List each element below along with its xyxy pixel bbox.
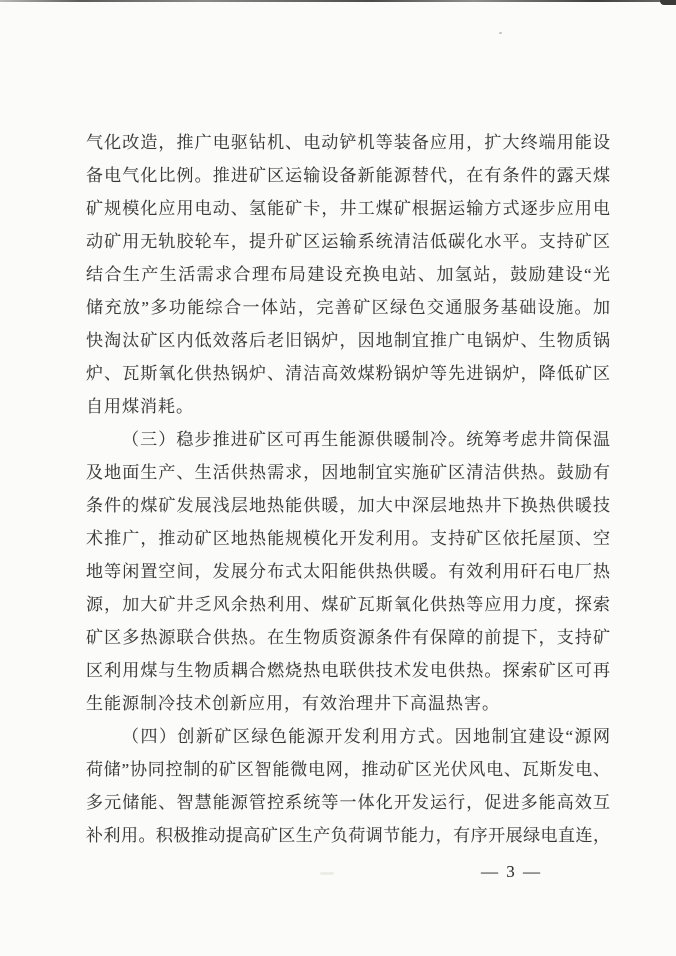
scan-edge-artifact [0, 0, 676, 2]
scan-corner-artifact [660, 0, 676, 5]
page-number: — 3 — [481, 862, 542, 881]
text-line: 生能源制冷技术创新应用，有效治理井下高温热害。 [86, 694, 500, 713]
text-line: 条件的煤矿发展浅层地热能供暖，加大中深层地热井下换热供暖技 [86, 496, 610, 515]
text-line: 矿规模化应用电动、氢能矿卡，井工煤矿根据运输方式逐步应用电 [86, 199, 610, 218]
text-line: 区利用煤与生物质耦合燃烧热电联供技术发电供热。探索矿区可再 [86, 661, 610, 680]
text-line: 炉、瓦斯氧化供热锅炉、清洁高效煤粉锅炉等先进锅炉，降低矿区 [86, 364, 610, 383]
text-line: 备电气化比例。推进矿区运输设备新能源替代，在有条件的露天煤 [86, 166, 610, 185]
text-line: 多元储能、智慧能源管控系统等一体化开发运行，促进多能高效互 [86, 793, 610, 812]
text-line: （四）创新矿区绿色能源开发利用方式。因地制宜建设“源网 [122, 727, 610, 746]
text-line: 源，加大矿井乏风余热利用、煤矿瓦斯氧化供热等应用力度，探索 [86, 595, 610, 614]
document-body-text [86, 126, 610, 852]
text-line: 动矿用无轨胶轮车，提升矿区运输系统清洁低碳化水平。支持矿区 [86, 232, 610, 251]
text-line: 及地面生产、生活供热需求，因地制宜实施矿区清洁供热。鼓励有 [86, 463, 610, 482]
text-line: （三）稳步推进矿区可再生能源供暖制冷。统筹考虑井筒保温 [122, 430, 610, 449]
text-line: 补利用。积极推动提高矿区生产负荷调节能力，有序开展绿电直连， [86, 826, 610, 845]
text-line: 气化改造，推广电驱钻机、电动铲机等装备应用，扩大终端用能设 [86, 133, 610, 152]
text-line: 自用煤消耗。 [86, 397, 194, 416]
text-line: 结合生产生活需求合理布局建设充换电站、加氢站，鼓励建设“光 [86, 265, 610, 284]
text-line: 荷储”协同控制的矿区智能微电网，推动矿区光伏风电、瓦斯发电、 [86, 760, 610, 779]
text-line: 术推广，推动矿区地热能规模化开发利用。支持矿区依托屋顶、空 [86, 529, 610, 548]
text-line: 地等闲置空间，发展分布式太阳能供热供暖。有效利用矸石电厂热 [86, 562, 610, 581]
text-line: 储充放”多功能综合一体站，完善矿区绿色交通服务基础设施。加 [86, 298, 610, 317]
text-line: 快淘汰矿区内低效落后老旧锅炉，因地制宜推广电锅炉、生物质锅 [86, 331, 610, 350]
scan-speck-artifact [499, 32, 502, 34]
scan-smudge-artifact [320, 872, 334, 875]
text-line: 矿区多热源联合供热。在生物质资源条件有保障的前提下，支持矿 [86, 628, 610, 647]
